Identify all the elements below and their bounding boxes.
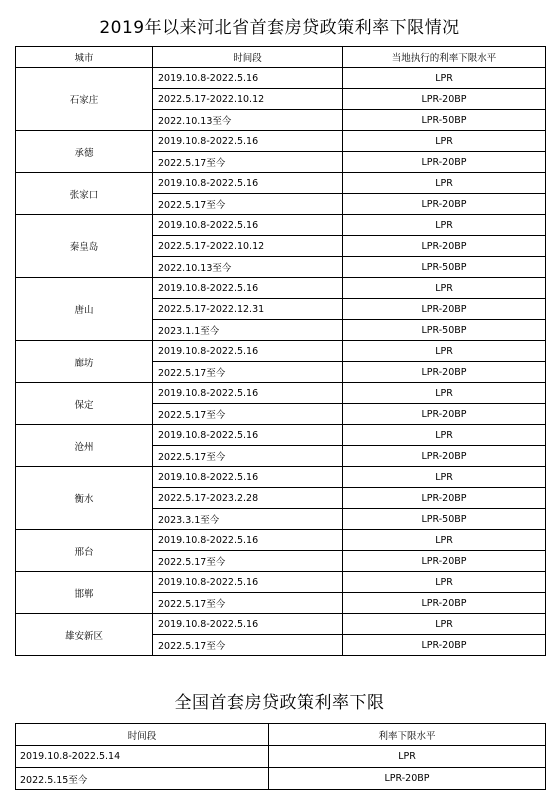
rate-cell: LPR-20BP <box>343 299 546 320</box>
header-city: 城市 <box>16 47 153 68</box>
table-row <box>16 572 546 593</box>
rate-cell: LPR <box>343 173 546 194</box>
table-row <box>16 341 546 362</box>
period-cell: 2022.5.17至今 <box>153 404 343 425</box>
period-cell: 2019.10.8-2022.5.16 <box>153 215 343 236</box>
rate-cell: LPR <box>343 572 546 593</box>
period-cell: 2019.10.8-2022.5.16 <box>153 572 343 593</box>
period-cell: 2022.5.17-2022.10.12 <box>153 236 343 257</box>
rate-cell: LPR <box>343 425 546 446</box>
hebei-table-title: 2019年以来河北省首套房贷政策利率下限情况 <box>99 18 460 38</box>
rate-cell: LPR-50BP <box>343 257 546 278</box>
period-cell: 2019.10.8-2022.5.16 <box>153 425 343 446</box>
period-cell: 2022.5.17至今 <box>153 362 343 383</box>
period-cell: 2019.10.8-2022.5.16 <box>153 68 343 89</box>
city-cell: 雄安新区 <box>16 614 153 656</box>
table-row <box>16 68 546 89</box>
table-row <box>16 131 546 152</box>
period-cell: 2022.10.13至今 <box>153 110 343 131</box>
period-cell: 2019.10.8-2022.5.16 <box>153 383 343 404</box>
rate-cell: LPR <box>343 341 546 362</box>
period-cell: 2022.5.17-2022.12.31 <box>153 299 343 320</box>
rate-cell: LPR <box>269 746 546 768</box>
rate-cell: LPR-20BP <box>343 194 546 215</box>
rate-cell: LPR <box>343 383 546 404</box>
rate-cell: LPR-20BP <box>343 152 546 173</box>
city-cell: 邯郸 <box>16 572 153 614</box>
period-cell: 2022.5.17-2023.2.28 <box>153 488 343 509</box>
table-row <box>16 215 546 236</box>
period-cell: 2022.5.17至今 <box>153 593 343 614</box>
rate-cell: LPR-20BP <box>343 488 546 509</box>
rate-cell: LPR <box>343 614 546 635</box>
rate-cell: LPR <box>343 278 546 299</box>
table-row <box>16 746 546 768</box>
city-cell: 秦皇岛 <box>16 215 153 278</box>
header-rate: 当地执行的利率下限水平 <box>343 47 546 68</box>
table-row <box>16 467 546 488</box>
table-row <box>16 278 546 299</box>
national-rate-table <box>15 723 546 790</box>
table-header-row <box>16 724 546 746</box>
period-cell: 2019.10.8-2022.5.16 <box>153 341 343 362</box>
rate-cell: LPR <box>343 530 546 551</box>
period-cell: 2019.10.8-2022.5.16 <box>153 131 343 152</box>
table-row <box>16 383 546 404</box>
period-cell: 2019.10.8-2022.5.16 <box>153 530 343 551</box>
period-cell: 2022.5.17至今 <box>153 446 343 467</box>
table-row <box>16 768 546 790</box>
period-cell: 2023.1.1至今 <box>153 320 343 341</box>
table-row <box>16 173 546 194</box>
table-row <box>16 614 546 635</box>
city-cell: 张家口 <box>16 173 153 215</box>
period-cell: 2022.5.17至今 <box>153 635 343 656</box>
period-cell: 2022.5.15至今 <box>16 768 269 790</box>
city-cell: 保定 <box>16 383 153 425</box>
city-cell: 衡水 <box>16 467 153 530</box>
period-cell: 2022.5.17至今 <box>153 152 343 173</box>
period-cell: 2019.10.8-2022.5.16 <box>153 614 343 635</box>
rate-cell: LPR <box>343 467 546 488</box>
rate-cell: LPR-20BP <box>269 768 546 790</box>
rate-cell: LPR-20BP <box>343 446 546 467</box>
rate-cell: LPR-20BP <box>343 404 546 425</box>
period-cell: 2022.5.17至今 <box>153 194 343 215</box>
period-cell: 2019.10.8-2022.5.16 <box>153 278 343 299</box>
city-cell: 廊坊 <box>16 341 153 383</box>
hebei-rate-table <box>15 46 546 656</box>
rate-cell: LPR <box>343 215 546 236</box>
header-rate: 利率下限水平 <box>269 724 546 746</box>
period-cell: 2019.10.8-2022.5.16 <box>153 173 343 194</box>
rate-cell: LPR <box>343 68 546 89</box>
header-period: 时间段 <box>16 724 269 746</box>
table-row <box>16 425 546 446</box>
rate-cell: LPR-50BP <box>343 509 546 530</box>
city-cell: 邢台 <box>16 530 153 572</box>
city-cell: 承德 <box>16 131 153 173</box>
rate-cell: LPR-50BP <box>343 320 546 341</box>
city-cell: 石家庄 <box>16 68 153 131</box>
table-header-row <box>16 47 546 68</box>
city-cell: 沧州 <box>16 425 153 467</box>
rate-cell: LPR-20BP <box>343 635 546 656</box>
table-row <box>16 530 546 551</box>
period-cell: 2023.3.1至今 <box>153 509 343 530</box>
period-cell: 2022.10.13至今 <box>153 257 343 278</box>
rate-cell: LPR-20BP <box>343 362 546 383</box>
rate-cell: LPR-20BP <box>343 89 546 110</box>
period-cell: 2022.5.17-2022.10.12 <box>153 89 343 110</box>
period-cell: 2022.5.17至今 <box>153 551 343 572</box>
rate-cell: LPR-20BP <box>343 236 546 257</box>
period-cell: 2019.10.8-2022.5.16 <box>153 467 343 488</box>
period-cell: 2019.10.8-2022.5.14 <box>16 746 269 768</box>
city-cell: 唐山 <box>16 278 153 341</box>
rate-cell: LPR <box>343 131 546 152</box>
rate-cell: LPR-20BP <box>343 551 546 572</box>
national-table-title: 全国首套房贷政策利率下限 <box>174 693 385 713</box>
rate-cell: LPR-50BP <box>343 110 546 131</box>
rate-cell: LPR-20BP <box>343 593 546 614</box>
header-period: 时间段 <box>153 47 343 68</box>
